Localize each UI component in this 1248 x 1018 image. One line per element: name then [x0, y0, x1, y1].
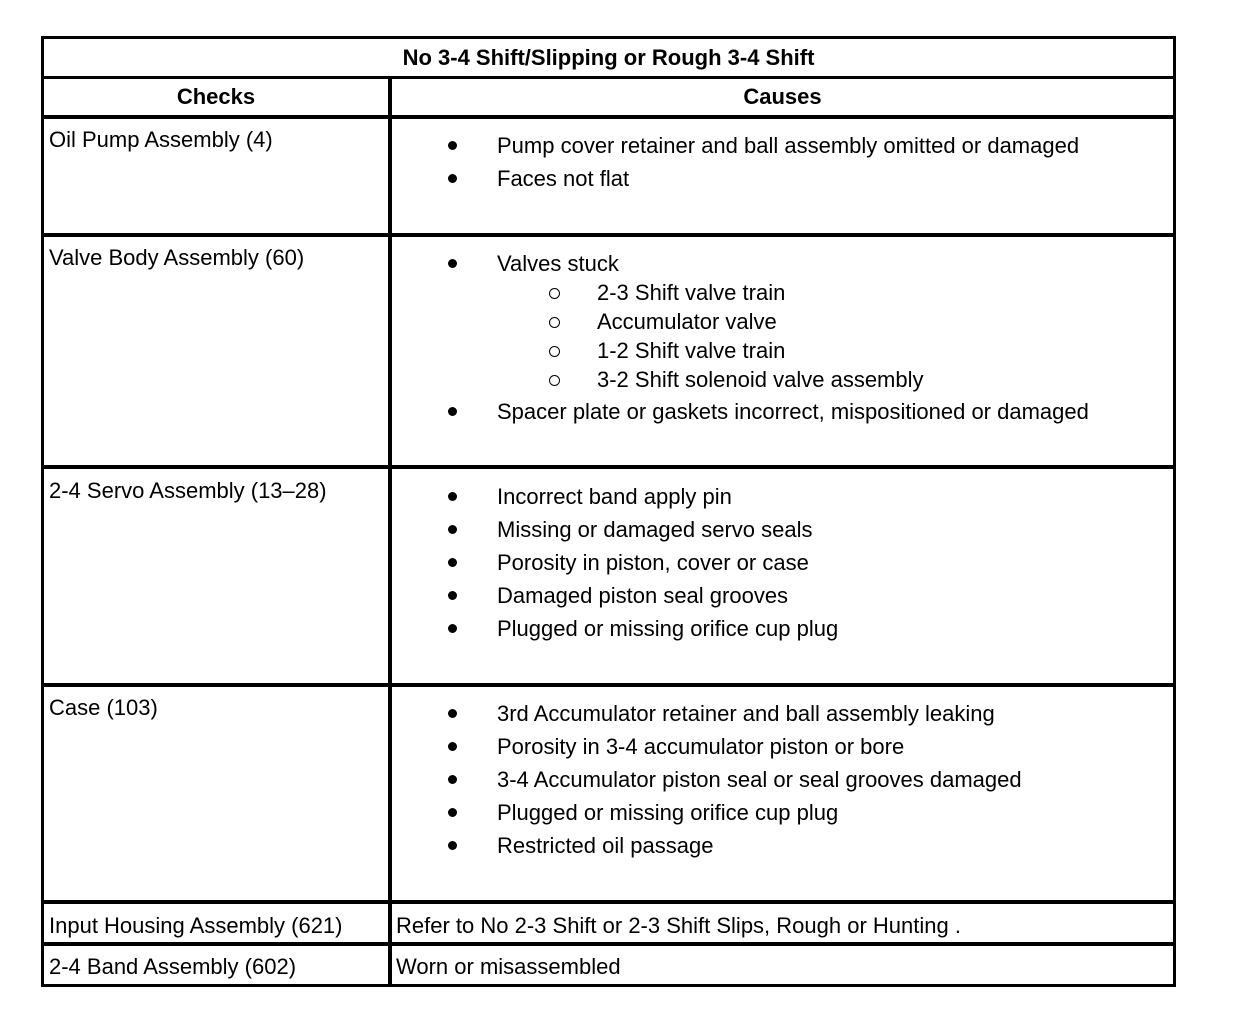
diagnosis-table: No 3-4 Shift/Slipping or Rough 3-4 Shift Checks Causes Oil Pump Assembly (4) Pump cover retainer and ball assembly omitted or damaged Faces not flat Valve Body Assembly (60) Valves stuck 2-3 Shift valve train Accumulator valve 1-2 Shift valve train 3-2 Shift solenoid valve assembly Spacer plate or gaskets incorrect, mispositioned or damaged 2-4 Servo Assembly (13–28) Incorrect band apply pin Missing or damaged servo seals Porosity in piston, cover or case Damaged piston seal grooves Plugged or missing orifice cup plug Case (103) 3rd Accumulator retainer and ball assembly leaking Porosity in 3-4 accumulator piston or bore 3-4 Accumulator piston seal or seal grooves damaged Plugged or missing orifice cup plug Restricted oil passage Input Housing Assembly (621) Refer to No 2-3 Shift or 2-3 Shift Slips, Rough or Hunting . 2-4 Band Assembly (602) Worn or misassembled: [41, 36, 1176, 987]
bullet-icon: [448, 558, 457, 567]
bullet-icon: [448, 525, 457, 534]
bullet-icon: [448, 407, 457, 416]
hollow-bullet-icon: [549, 317, 560, 328]
column-divider: [388, 79, 392, 984]
checks-header: Checks: [176, 84, 256, 109]
hollow-bullet-icon: [549, 346, 560, 357]
check-cell: 2-4 Servo Assembly (13–28): [49, 478, 327, 503]
bullet-icon: [448, 591, 457, 600]
row-divider: [44, 233, 1173, 237]
row-divider: [44, 942, 1173, 946]
table-title: No 3-4 Shift/Slipping or Rough 3-4 Shift: [402, 45, 815, 70]
cause-text: Worn or misassembled: [396, 954, 621, 979]
hollow-bullet-icon: [549, 288, 560, 299]
check-cell: 2-4 Band Assembly (602): [49, 954, 297, 979]
bullet-icon: [448, 141, 457, 150]
bullet-icon: [448, 775, 457, 784]
cause-text: Refer to No 2-3 Shift or 2-3 Shift Slips, Rough or Hunting .: [396, 913, 961, 938]
bullet-icon: [448, 808, 457, 817]
hollow-bullet-icon: [549, 375, 560, 386]
bullet-icon: [448, 174, 457, 183]
row-divider: [44, 900, 1173, 904]
bullet-icon: [448, 742, 457, 751]
bullet-icon: [448, 492, 457, 501]
check-cell: Case (103): [49, 695, 158, 720]
bullet-icon: [448, 841, 457, 850]
check-cell: Valve Body Assembly (60): [49, 245, 305, 270]
causes-header: Causes: [743, 84, 822, 109]
bullet-icon: [448, 624, 457, 633]
check-cell: Input Housing Assembly (621): [49, 913, 343, 938]
bullet-icon: [448, 709, 457, 718]
row-divider: [44, 465, 1173, 469]
row-divider: [44, 76, 1173, 79]
row-divider: [44, 683, 1173, 687]
check-cell: Oil Pump Assembly (4): [49, 127, 273, 152]
row-divider: [44, 115, 1173, 119]
bullet-icon: [448, 259, 457, 268]
